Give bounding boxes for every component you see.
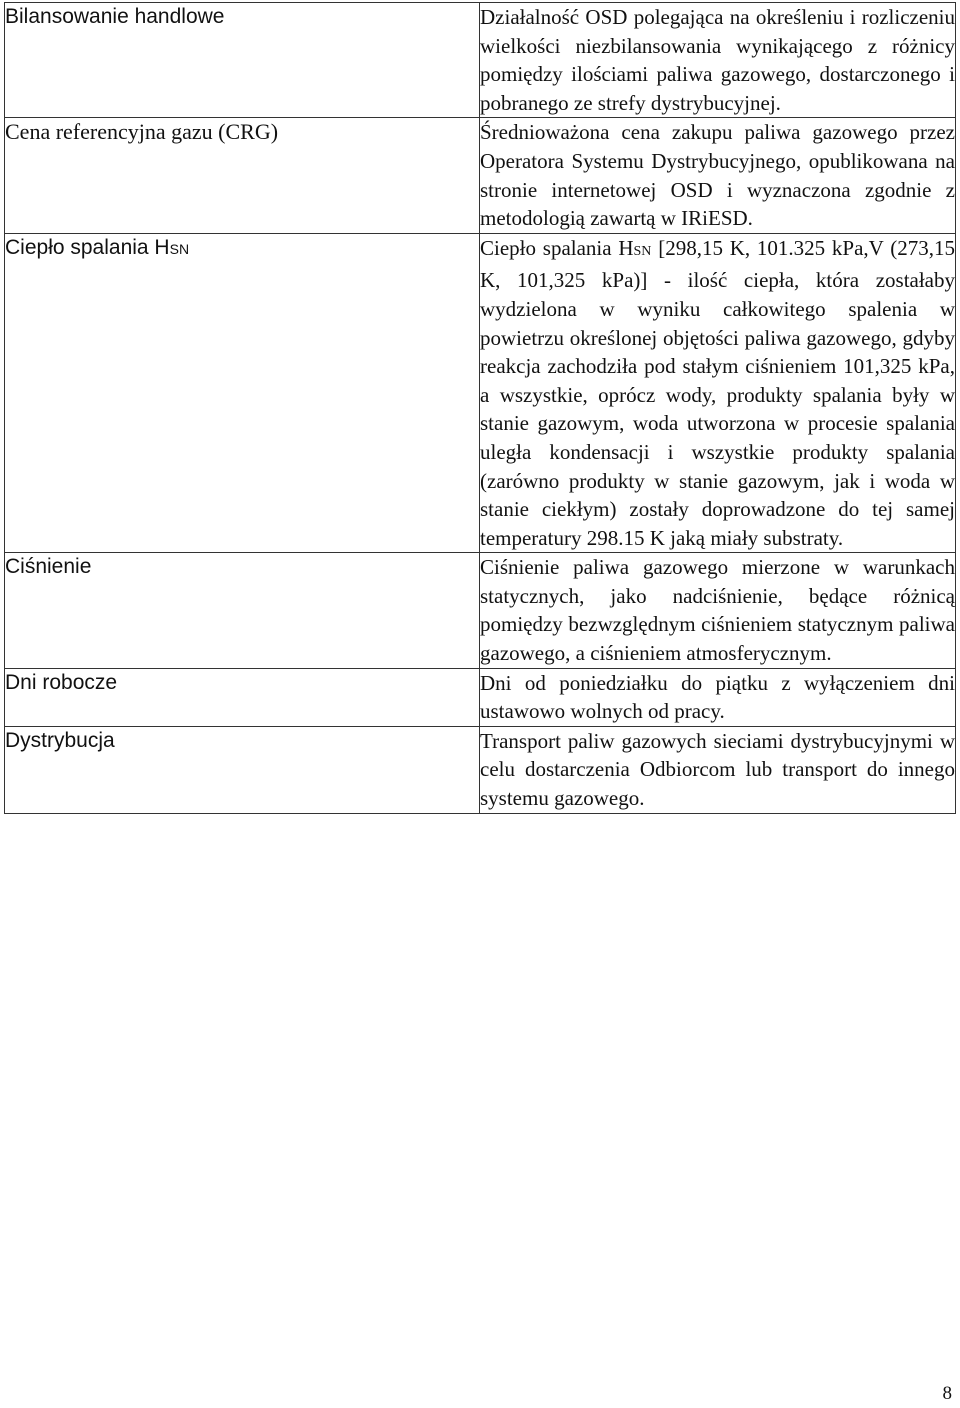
term-text: Bilansowanie handlowe: [5, 5, 225, 28]
definition-row: [5, 668, 956, 726]
term-text: Ciśnienie: [5, 555, 92, 579]
term-cell: [5, 553, 480, 668]
definition-subscript: SN: [633, 243, 652, 259]
definition-cell: [480, 118, 956, 233]
term-cell: [5, 3, 480, 118]
definition-head: Ciepło spalania H: [480, 235, 634, 260]
term-cell: [5, 726, 480, 813]
definition-text: Dni od poniedziałku do piątku z wyłączeniem dni ustawowo wolnych od pracy.: [480, 670, 955, 724]
definition-cell: [480, 3, 956, 118]
term-cell: [5, 233, 480, 553]
term-text: Ciepło spalania H: [5, 235, 170, 259]
definition-row: [5, 726, 956, 813]
term-text: Cena referencyjna gazu (CRG): [5, 119, 279, 145]
definition-text: Działalność OSD polegająca na określeniu i rozliczeniu wielkości niezbilansowania wynikającego z różnicy pomiędzy ilościami paliwa gazowego, dostarczonego i pobranego ze strefy dystrybucyjnej.: [480, 5, 955, 115]
term-cell: [5, 668, 480, 726]
definition-row: [5, 3, 956, 118]
definition-text: [298,15 K, 101.325 kPa,V (273,15 K, 101,325 kPa)] - ilość ciepła, która zostałaby wydzielona w wyniku całkowitego spalenia w powietrzu określonej objętości paliwa gazowego, gdyby reakcja zachodziła pod stałym ciśnieniem 101,325 kPa, a wszystkie, oprócz wody, produkty spalania były w stanie gazowym, woda utworzona w procesie spalania uległa kondensacji i wszystkie produkty spalania (zarówno produkty w stanie gazowym, jak i woda w stanie ciekłym) zostały doprowadzone do tej samej temperatury 298.15 K jaką miały substraty.: [480, 235, 955, 550]
term-text: Dni robocze: [5, 670, 118, 694]
definition-row: [5, 233, 956, 553]
definition-text: Średnioważona cena zakupu paliwa gazowego przez Operatora Systemu Dystrybucyjnego, opublikowana na stronie internetowej OSD i wyznaczona zgodnie z metodologią zawartą w IRiESD.: [480, 120, 955, 231]
page-number: 8: [942, 1383, 952, 1404]
definition-cell: [480, 553, 956, 668]
term-cell: [5, 118, 480, 233]
definition-cell: [480, 726, 956, 813]
definition-row: [5, 118, 956, 233]
definition-text: Transport paliw gazowych sieciami dystrybucyjnymi w celu dostarczenia Odbiorcom lub transport do innego systemu gazowego.: [480, 728, 955, 811]
definitions-table: [4, 2, 956, 814]
definition-cell: [480, 233, 956, 553]
definition-text: Ciśnienie paliwa gazowego mierzone w warunkach statycznych, jako nadciśnienie, będące różnicą pomiędzy bezwzględnym ciśnieniem statycznym paliwa gazowego, a ciśnieniem atmosferycznym.: [480, 555, 955, 666]
definition-row: [5, 553, 956, 668]
definition-cell: [480, 668, 956, 726]
term-subscript: SN: [169, 240, 190, 257]
term-text: Dystrybucja: [5, 728, 115, 752]
